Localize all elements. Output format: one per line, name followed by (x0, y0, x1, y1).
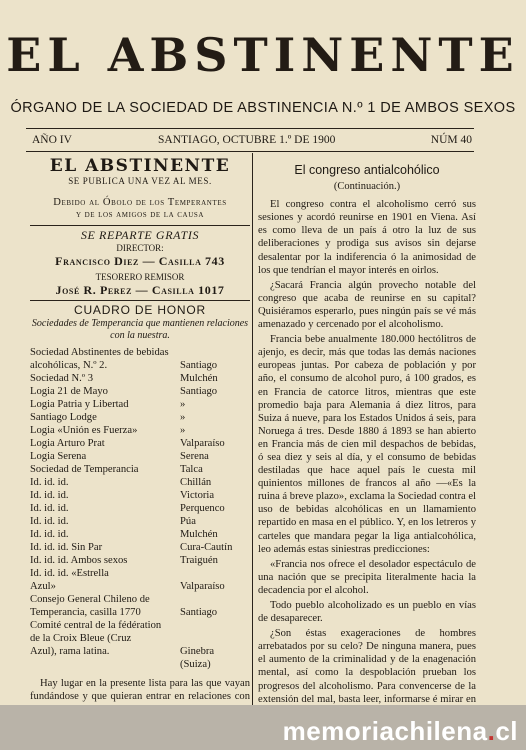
watermark: memoriachilena.cl (282, 716, 518, 746)
honor-society: Azul» (30, 581, 56, 592)
honor-place: Chillán (180, 477, 212, 488)
free-note: SE REPARTE GRATIS (80, 228, 200, 242)
right-column (258, 160, 476, 721)
causa-line: y de los amigos de la causa (75, 210, 205, 220)
honor-society: Logia Serena (30, 451, 87, 462)
honor-society: Sociedad N.º 3 (30, 373, 94, 384)
honor-row (30, 606, 250, 619)
divider (30, 300, 250, 301)
article-continuation: (Continuación.) (333, 181, 401, 193)
honor-society: Id. id. id. (30, 477, 69, 488)
honor-society: de la Croix Bleue (Cruz (30, 633, 132, 644)
honor-place: Valparaíso (180, 438, 225, 449)
honor-place: Valparaíso (180, 581, 225, 592)
honor-society: Id. id. id. Sin Par (30, 542, 103, 553)
masthead-subtitle: ÓRGANO DE LA SOCIEDAD DE ABSTINENCIA N.º 1 DE AMBOS SEXOS (10, 100, 516, 116)
column-divider (252, 153, 253, 708)
closing-note: Hay lugar en la presente lista para las que vayan fundándose y que quieran entrar en relaciones con (30, 678, 250, 702)
treasurer-label: TESORERO REMISOR (95, 272, 185, 282)
article-paragraph: «Francia nos ofrece el desolador espectáculo de una nación que se precipita literalmente hacia la decadencia por el alcohol. (258, 558, 476, 596)
honor-society: Comité central de la fédération (30, 620, 162, 631)
issue-number: NÚM 40 (430, 134, 472, 146)
honor-society: Id. id. id. (30, 529, 69, 540)
honor-title: CUADRO DE HONOR (73, 303, 206, 317)
honor-row (30, 502, 250, 515)
honor-society: Logia Arturo Prat (30, 438, 105, 449)
honor-society: Logia Patria y Libertad (30, 399, 129, 410)
honor-row (30, 450, 250, 463)
honor-society (30, 658, 176, 671)
honor-subtitle: Sociedades de Temperancia que mantienen relaciones con la nuestra. (31, 318, 249, 341)
honor-list (30, 346, 250, 671)
honor-row (30, 359, 250, 372)
honor-society: Id. id. id. Ambos sexos (30, 555, 128, 566)
honor-row (30, 619, 250, 632)
honor-place: Serena (180, 451, 209, 462)
honor-row (30, 632, 250, 645)
honor-row (30, 346, 250, 359)
honor-place (176, 619, 250, 632)
honor-society: Santiago Lodge (30, 412, 97, 423)
honor-society: Id. id. id. (30, 490, 69, 501)
obolo-line: Debido al Óbolo de los Temperantes (53, 197, 227, 208)
honor-row (30, 554, 250, 567)
honor-place: Ginebra (180, 646, 215, 657)
issue-rule (26, 151, 474, 152)
honor-row (30, 515, 250, 528)
article-paragraph: El congreso contra el alcoholismo cerró sus sesiones y acordó reunirse en 1901 en Viena. Así es como lleva de un país á otro la luz de sus deliberaciones y prodiga sus avisos sin dejarse desalentar por la indiferencia ó la animosidad de los que tendrían el mayor interés en oirlos. (258, 199, 476, 276)
article-paragraph: ¿Son éstas exageraciones de hombres arrebatados por su celo? De ninguna manera, pues el aumento de la criminalidad y de la enagenación mental, así como la despoblación prueban los progresos del alcoholismo. Para convencerse de la extensión del mal, basta leer, informarse é mirar en (258, 628, 476, 705)
honor-row (30, 372, 250, 385)
honor-place: Talca (180, 464, 203, 475)
honor-place (176, 346, 250, 359)
honor-row (30, 463, 250, 476)
honor-society: Id. id. id. (30, 516, 69, 527)
honor-place (176, 593, 250, 606)
honor-society: Logia 21 de Mayo (30, 386, 108, 397)
honor-place: » (180, 425, 186, 436)
article-title: El congreso antialcohólico (294, 163, 440, 177)
honor-place: (Suiza) (180, 659, 211, 670)
honor-society: Sociedad de Temperancia (30, 464, 139, 475)
article-paragraph: ¿Sacará Francia algún provecho notable del congreso que acaba de reunirse en su capital? Quisiéramos esperarlo, pues ningún país se vé más amenazado y cercenado por el alcoholismo. (258, 279, 476, 331)
honor-society: alcohólicas, N.º 2. (30, 360, 108, 371)
honor-society: Id. id. id. (30, 503, 69, 514)
honor-place: Victoria (180, 490, 215, 501)
honor-society: Id. id. id. «Estrella (30, 568, 109, 579)
frequency-note: SE PUBLICA UNA VEZ AL MES. (68, 176, 212, 186)
honor-place: Santiago (180, 360, 218, 371)
issue-date: SANTIAGO, OCTUBRE 1.º DE 1900 (158, 134, 336, 146)
honor-place (176, 632, 250, 645)
honor-row (30, 645, 250, 658)
honor-row (30, 567, 250, 580)
honor-place: » (180, 412, 186, 423)
honor-society: Consejo General Chileno de (30, 594, 150, 605)
director-label: DIRECTOR: (116, 243, 164, 253)
honor-society: Logia «Unión es Fuerza» (30, 425, 138, 436)
honor-place: Púa (180, 516, 196, 527)
masthead-title: EL ABSTINENTE (6, 28, 520, 82)
honor-society: Sociedad Abstinentes de bebidas (30, 347, 169, 358)
honor-row (30, 658, 250, 671)
honor-row (30, 580, 250, 593)
honor-society: Temperancia, casilla 1770 (30, 607, 141, 618)
honor-place: Santiago (180, 607, 218, 618)
treasurer-name: José R. Perez — Casilla 1017 (55, 283, 225, 297)
article-body (258, 198, 476, 719)
honor-row (30, 593, 250, 606)
honor-row (30, 398, 250, 411)
honor-place: Traiguén (180, 555, 218, 566)
article-paragraph: Francia bebe anualmente 180.000 hectólitros de ajenjo, es decir, más que todas las demás naciones europeas juntas. Por cabeza de población y por año, el consumo de alcohol puro, á 100 grados, es en Francia de catorce litros, mientras que este promedio baja para Alemania á diez litros, para Suiza á nueve, para los Estados Unidos á seis, para Noruega á tres. Desde 1880 á 1893 se han abierto en Francia más de cien mil despachos de bebidas, ó sea diez y seis al día, y el consumo de bebidas destiladas que hace aquel país le cuesta mil quinientos millones de francos al año —«Es la ruina á breve plazo», exclama la Sociedad contra el uso de bebidas alcohólicas en un llamamiento repartido en masa en el público. Y, en los letreros y carteles que mandara pegar la liga antialcohólica, leo además estas siniestras predicciones: (258, 334, 476, 555)
left-title: EL ABSTINENTE (49, 156, 231, 176)
honor-society: Azul), rama latina. (30, 646, 110, 657)
honor-row (30, 489, 250, 502)
honor-place: Mulchén (180, 373, 218, 384)
honor-place (176, 567, 250, 580)
issue-year: AÑO IV (32, 134, 72, 146)
honor-row (30, 411, 250, 424)
left-column (30, 156, 250, 716)
honor-place: Santiago (180, 386, 218, 397)
director-name: Francisco Diez — Casilla 743 (55, 254, 225, 268)
honor-row (30, 528, 250, 541)
honor-row (30, 437, 250, 450)
top-rule (26, 128, 474, 129)
honor-row (30, 385, 250, 398)
honor-place: » (180, 399, 186, 410)
divider (30, 225, 250, 226)
article-paragraph: Todo pueblo alcoholizado es un pueblo en vías de desaparecer. (258, 600, 476, 625)
honor-row (30, 476, 250, 489)
honor-place: Cura-Cautín (180, 542, 233, 553)
honor-row (30, 541, 250, 554)
honor-row (30, 424, 250, 437)
honor-place: Mulchén (180, 529, 218, 540)
honor-place: Perquenco (180, 503, 225, 514)
